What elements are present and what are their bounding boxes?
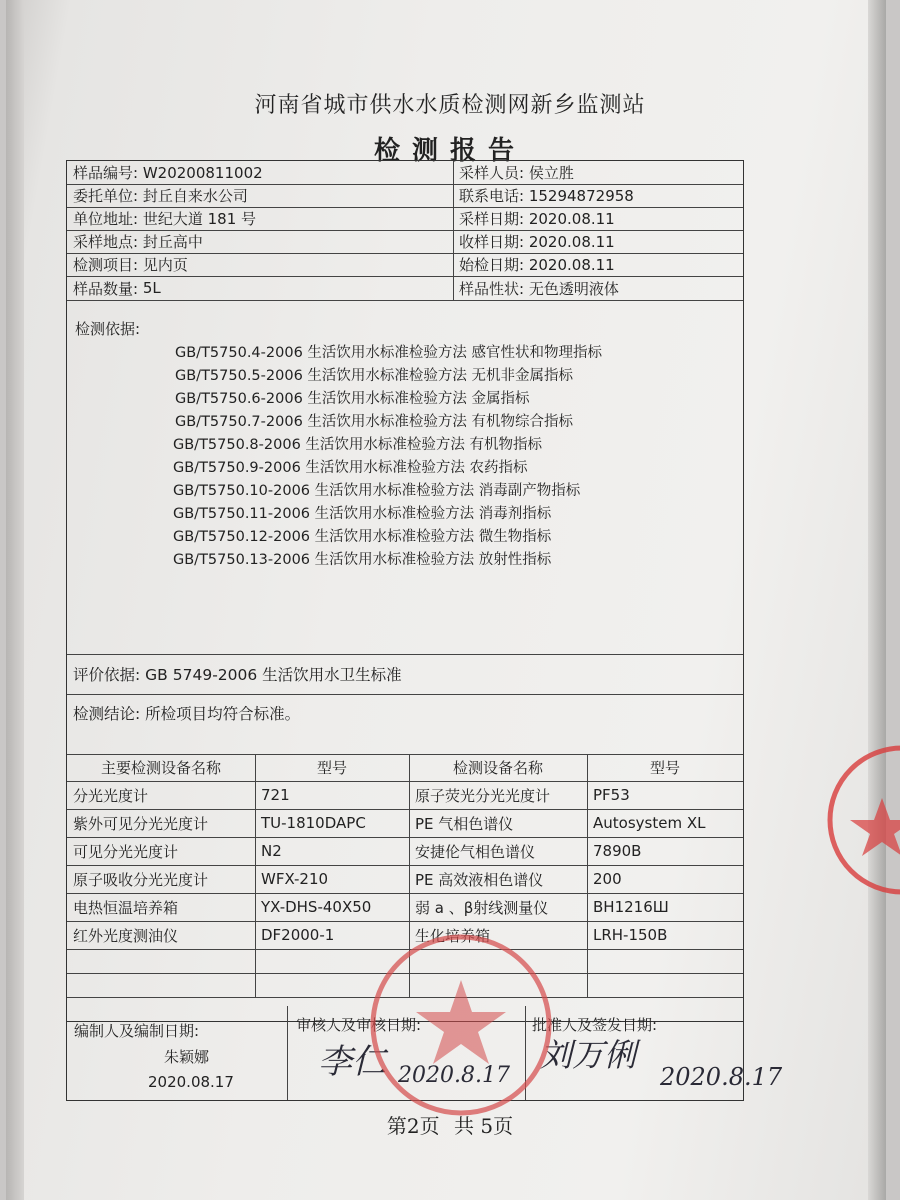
equipment-model: WFX-210 <box>261 870 329 888</box>
equipment-header: 检测设备名称 <box>452 759 543 777</box>
editor-name: 朱颖娜 <box>164 1048 210 1066</box>
location: 封丘高中 <box>142 233 203 251</box>
equipment-divider <box>587 754 588 997</box>
equipment-model: 721 <box>261 786 290 804</box>
equipment-name: 分光光度计 <box>73 786 149 805</box>
start-date: 2020.08.11 <box>528 255 615 274</box>
info-row <box>67 230 743 254</box>
info-row <box>67 253 743 277</box>
equipment-model: LRH-150B <box>593 926 668 944</box>
location-cell: 采样地点: 封丘高中 <box>73 233 203 251</box>
page-number: 第2页 <box>386 1114 440 1138</box>
standard-item: GB/T5750.5-2006 生活饮用水标准检验方法 无机非金属指标 <box>175 368 574 384</box>
report-title: 检测报告 <box>373 136 526 166</box>
equipment-model: 200 <box>593 870 622 888</box>
sample-no: W20200811002 <box>142 163 263 182</box>
equipment-model: PF53 <box>593 786 630 804</box>
basis-section <box>67 300 743 655</box>
sample-date-cell: 采样日期: 2020.08.11 <box>459 209 615 228</box>
standard-item: GB/T5750.9-2006 生活饮用水标准检验方法 农药指标 <box>173 460 528 476</box>
standard-item: GB/T5750.6-2006 生活饮用水标准检验方法 金属指标 <box>175 391 530 407</box>
address-cell: 单位地址: 世纪大道 181 号 <box>73 210 257 228</box>
page-left-edge <box>6 0 24 1200</box>
equipment-name: 红外光度测油仪 <box>73 926 179 945</box>
evaluation-standard: GB 5749-2006 生活饮用水卫生标准 <box>145 666 402 684</box>
page-total: 共 5页 <box>454 1114 514 1138</box>
info-row <box>67 276 743 301</box>
quantity-cell: 样品数量: 5L <box>73 279 161 298</box>
equipment-name: 原子吸收分光光度计 <box>73 870 209 889</box>
standard-item: GB/T5750.11-2006 生活饮用水标准检验方法 消毒剂指标 <box>173 506 552 522</box>
equipment-name: 可见分光光度计 <box>73 842 179 861</box>
inspection-seal <box>366 930 556 1120</box>
equipment-model: BH1216Ш <box>593 898 669 916</box>
info-row <box>67 207 743 231</box>
address: 世纪大道 181 号 <box>142 210 257 228</box>
equipment-row <box>67 781 743 810</box>
equipment-name: 生化培养箱 <box>415 926 491 945</box>
equipment-name: 紫外可见分光光度计 <box>73 814 209 833</box>
page-footer <box>0 1110 900 1139</box>
standard-item: GB/T5750.10-2006 生活饮用水标准检验方法 消毒副产物指标 <box>173 483 581 499</box>
standard-item: GB/T5750.12-2006 生活饮用水标准检验方法 微生物指标 <box>173 529 552 545</box>
client-cell: 委托单位: 封丘自来水公司 <box>73 187 248 205</box>
info-row <box>67 184 743 208</box>
equipment-name: PE 高效液相色谱仪 <box>415 870 544 889</box>
equipment-name: 安捷伦气相色谱仪 <box>415 842 536 861</box>
phone-cell: 联系电话: 15294872958 <box>459 186 634 205</box>
evaluation-cell: 评价依据: GB 5749-2006 生活饮用水卫生标准 <box>67 654 743 694</box>
sample-no-cell: 样品编号: W20200811002 <box>73 163 263 182</box>
receive-date-cell: 收样日期: 2020.08.11 <box>459 232 615 251</box>
equipment-model: DF2000-1 <box>261 926 335 944</box>
info-divider <box>453 161 454 300</box>
approver-label: 批准人及签发日期: <box>532 1016 658 1034</box>
conclusion-cell: 检测结论: 所检项目均符合标准。 <box>67 700 743 726</box>
editor-date: 2020.08.17 <box>148 1073 234 1091</box>
equipment-header: 型号 <box>316 759 347 777</box>
evaluation-row <box>67 654 743 695</box>
editor-label: 编制人及编制日期: <box>74 1022 200 1040</box>
equipment-model: YX-DHS-40X50 <box>261 898 372 916</box>
items: 见内页 <box>142 256 188 274</box>
standard-item: GB/T5750.7-2006 生活饮用水标准检验方法 有机物综合指标 <box>175 414 574 430</box>
client: 封丘自来水公司 <box>142 187 248 205</box>
info-row <box>67 161 743 185</box>
equipment-row <box>67 921 743 950</box>
equipment-header: 型号 <box>649 759 680 777</box>
equipment-row <box>67 893 743 922</box>
report-form <box>66 160 744 1022</box>
quantity: 5L <box>142 279 161 297</box>
equipment-name: PE 气相色谱仪 <box>415 814 514 833</box>
receive-date: 2020.08.11 <box>528 232 615 251</box>
sampler: 侯立胜 <box>528 164 574 182</box>
equipment-header-row <box>67 754 743 782</box>
sample-date: 2020.08.11 <box>528 209 615 228</box>
equipment-header: 主要检测设备名称 <box>100 759 221 777</box>
items-cell: 检测项目: 见内页 <box>73 256 188 274</box>
page-right-edge <box>868 0 886 1200</box>
approver-signature: 刘万俐 <box>540 1036 637 1074</box>
standard-item: GB/T5750.4-2006 生活饮用水标准检验方法 感官性状和物理指标 <box>175 345 603 361</box>
standard-item: GB/T5750.8-2006 生活饮用水标准检验方法 有机物指标 <box>173 437 543 453</box>
phone: 15294872958 <box>528 186 634 205</box>
equipment-name: 原子荧光分光光度计 <box>415 786 551 805</box>
sampler-cell: 采样人员: 侯立胜 <box>459 164 574 182</box>
property-cell: 样品性状: 无色透明液体 <box>459 279 619 298</box>
equipment-name: 电热恒温培养箱 <box>73 898 179 917</box>
start-date-cell: 始检日期: 2020.08.11 <box>459 255 615 274</box>
equipment-divider <box>255 754 256 997</box>
equipment-model: Autosystem XL <box>593 814 706 832</box>
equipment-row <box>67 809 743 838</box>
conclusion-row <box>67 694 743 755</box>
equipment-model: TU-1810DAPC <box>261 814 366 832</box>
equipment-model: 7890B <box>593 842 642 860</box>
reviewer-date: 2020.8.17 <box>398 1063 510 1088</box>
conclusion-text: 所检项目均符合标准。 <box>145 705 301 723</box>
equipment-row <box>67 837 743 866</box>
standard-item: GB/T5750.13-2006 生活饮用水标准检验方法 放射性指标 <box>173 552 552 568</box>
equipment-model: N2 <box>261 842 282 860</box>
reviewer-label: 审核人及审核日期: <box>296 1016 422 1034</box>
organization-name: 河南省城市供水水质检测网新乡监测站 <box>254 93 646 118</box>
approver-date: 2020.8.17 <box>660 1063 783 1091</box>
equipment-row <box>67 865 743 894</box>
reviewer-signature: 李仁 <box>318 1042 386 1082</box>
equipment-name: 弱 a 、β射线测量仪 <box>415 898 549 917</box>
property: 无色透明液体 <box>528 279 619 298</box>
basis-label: 检测依据: <box>75 320 141 338</box>
signature-divider <box>287 1006 288 1100</box>
